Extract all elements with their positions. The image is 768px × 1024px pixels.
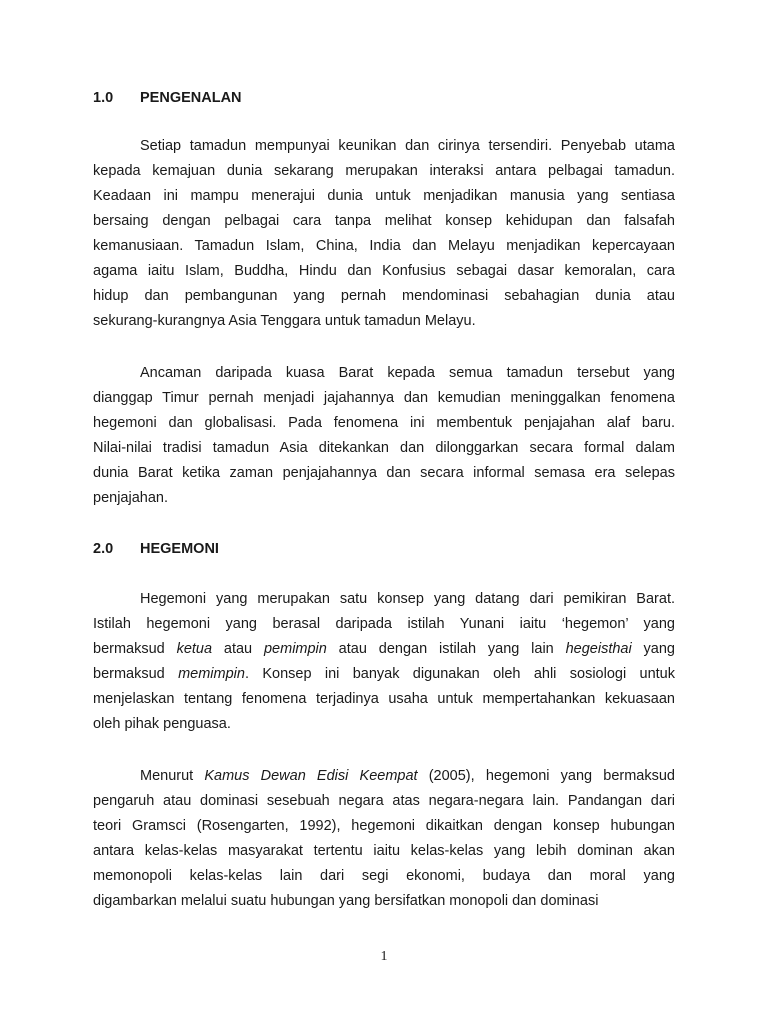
paragraph-line: agama iaitu Islam, Buddha, Hindu dan Konfusius sebagai dasar kemoralan, cara bbox=[93, 263, 675, 279]
paragraph-line: dunia Barat ketika zaman penjajahannya dan secara informal semasa era selepas bbox=[93, 465, 675, 481]
paragraph-line: kepada kemajuan dunia sekarang merupakan interaksi antara pelbagai tamadun. bbox=[93, 163, 675, 179]
section-heading bbox=[93, 539, 219, 559]
paragraph-line: digambarkan melalui suatu hubungan yang bersifatkan monopoli dan dominasi bbox=[93, 893, 599, 909]
paragraph bbox=[93, 587, 675, 737]
paragraph-line: Setiap tamadun mempunyai keunikan dan cirinya tersendiri. Penyebab utama bbox=[140, 138, 675, 154]
italic-term: Kamus Dewan Edisi Keempat bbox=[204, 768, 418, 784]
page-number: 1 bbox=[380, 949, 388, 964]
paragraph-line: bermaksud ketua atau pemimpin atau dengan istilah yang lain hegeisthai yang bbox=[93, 641, 675, 657]
paragraph-line: Menurut Kamus Dewan Edisi Keempat (2005), hegemoni yang bermaksud bbox=[140, 768, 675, 784]
italic-term: memimpin bbox=[178, 666, 245, 682]
paragraph-line: Nilai-nilai tradisi tamadun Asia ditekankan dan dilonggarkan secara formal dalam bbox=[93, 440, 675, 456]
paragraph-line: hegemoni dan globalisasi. Pada fenomena ini membentuk penjajahan alaf baru. bbox=[93, 415, 675, 431]
section-title: PENGENALAN bbox=[140, 90, 242, 106]
paragraph-line: Istilah hegemoni yang berasal daripada istilah Yunani iaitu ‘hegemon’ yang bbox=[93, 616, 675, 632]
italic-term: ketua bbox=[176, 641, 213, 657]
paragraph bbox=[93, 764, 675, 914]
paragraph-line: teori Gramsci (Rosengarten, 1992), hegemoni dikaitkan dengan konsep hubungan bbox=[93, 818, 675, 834]
paragraph-line: memonopoli kelas-kelas lain dari segi ekonomi, budaya dan moral yang bbox=[93, 868, 675, 884]
paragraph-line: Hegemoni yang merupakan satu konsep yang datang dari pemikiran Barat. bbox=[140, 591, 675, 607]
paragraph-line: sekurang-kurangnya Asia Tenggara untuk tamadun Melayu. bbox=[93, 313, 476, 329]
italic-term: hegeisthai bbox=[565, 641, 632, 657]
paragraph-line: menjelaskan tentang fenomena terjadinya usaha untuk mempertahankan kekuasaan bbox=[93, 691, 675, 707]
section-title: HEGEMONI bbox=[140, 541, 219, 557]
paragraph bbox=[93, 134, 675, 334]
paragraph-line: dianggap Timur pernah menjadi jajahannya dan kemudian meninggalkan fenomena bbox=[93, 390, 675, 406]
paragraph-line: bersaing dengan pelbagai cara tanpa melihat konsep kehidupan dan falsafah bbox=[93, 213, 675, 229]
paragraph-line: kemanusiaan. Tamadun Islam, China, India dan Melayu menjadikan kepercayaan bbox=[93, 238, 675, 254]
italic-term: pemimpin bbox=[263, 641, 327, 657]
paragraph-line: bermaksud memimpin. Konsep ini banyak digunakan oleh ahli sosiologi untuk bbox=[93, 666, 675, 682]
paragraph-line: oleh pihak penguasa. bbox=[93, 716, 231, 732]
paragraph-line: penjajahan. bbox=[93, 490, 168, 506]
paragraph-line: pengaruh atau dominasi sesebuah negara atas negara-negara lain. Pandangan dari bbox=[93, 793, 675, 809]
paragraph-line: antara kelas-kelas masyarakat tertentu iaitu kelas-kelas yang lebih dominan akan bbox=[93, 843, 675, 859]
section-number: 1.0 bbox=[93, 90, 114, 106]
section-number: 2.0 bbox=[93, 541, 114, 557]
paragraph bbox=[93, 361, 675, 511]
section-heading bbox=[93, 88, 242, 108]
paragraph-line: Keadaan ini mampu menerajui dunia untuk menjadikan manusia yang sentiasa bbox=[93, 188, 675, 204]
paragraph-line: Ancaman daripada kuasa Barat kepada semua tamadun tersebut yang bbox=[140, 365, 675, 381]
paragraph-line: hidup dan pembangunan yang pernah mendominasi sebahagian dunia atau bbox=[93, 288, 675, 304]
